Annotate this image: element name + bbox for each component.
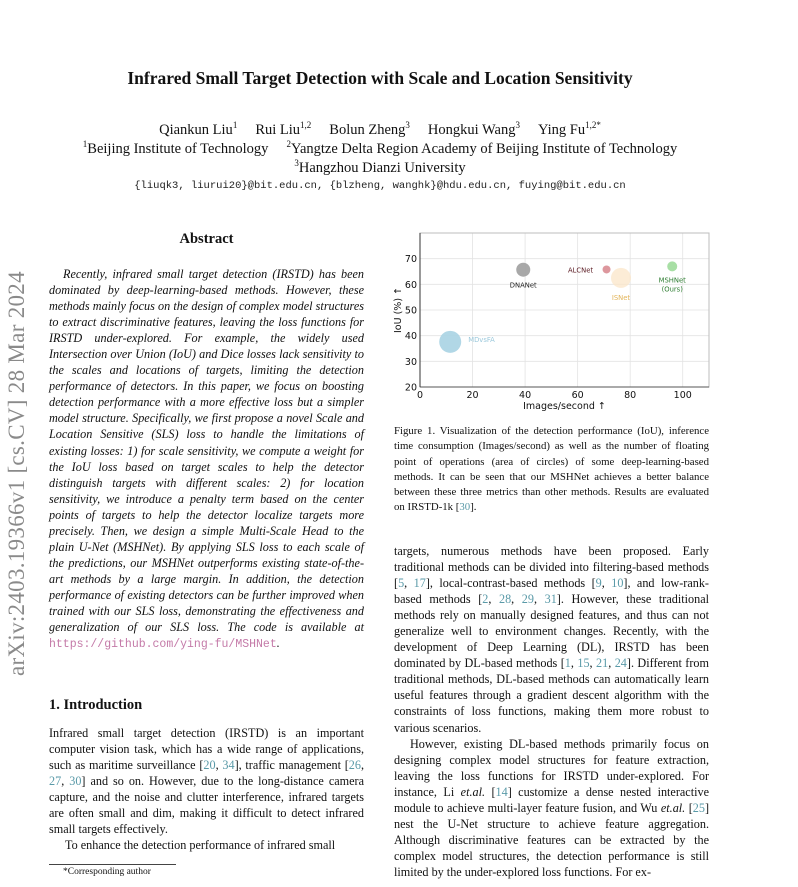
author-name: Ying $Fu^{1,2*}$ bbox=[537, 120, 601, 138]
italic-text: et.al. bbox=[660, 800, 686, 815]
y-tick-label: 40 bbox=[404, 331, 417, 343]
figure-1-bubble-chart bbox=[390, 228, 720, 418]
citation-link[interactable]: 26 bbox=[348, 758, 361, 773]
body-text: ]. Different from traditional methods, DL-based methods can automatically learn useful features through a gradient descent algorithm with the constraints of loss functions, making them more robust to various scenarios. bbox=[394, 656, 709, 735]
affiliations-line-1 bbox=[0, 139, 760, 158]
introduction-heading: 1. Introduction bbox=[49, 697, 143, 713]
y-tick-label: 60 bbox=[404, 279, 417, 291]
y-tick-label: 50 bbox=[404, 305, 417, 317]
bubble-label: DNANet bbox=[509, 281, 537, 290]
x-tick-label: 0 bbox=[416, 390, 424, 401]
right-column-body bbox=[394, 543, 709, 880]
body-text: , bbox=[589, 656, 597, 671]
body-text: , bbox=[404, 576, 414, 591]
citation-link[interactable]: 28 bbox=[498, 592, 512, 607]
footnote-divider bbox=[49, 864, 176, 865]
intro-text: Infrared small target detection (IRSTD) is an important computer vision task, which has a wide range of applications, such as maritime surveillance [ bbox=[49, 726, 364, 773]
bubble-dnanet bbox=[516, 263, 530, 277]
author-name: Hongkui Wang$^3$ bbox=[427, 120, 520, 138]
body-text: [ bbox=[485, 784, 496, 799]
citation-link[interactable]: 29 bbox=[521, 592, 534, 607]
bubble-alcnet bbox=[603, 265, 611, 273]
bubble-mdvsfa bbox=[439, 331, 461, 353]
body-text: , bbox=[511, 592, 522, 607]
author-name: Bolun Zheng$^3$ bbox=[329, 120, 410, 138]
introduction-body bbox=[49, 725, 364, 853]
citation-link[interactable]: 15 bbox=[577, 656, 590, 671]
caption-text: Figure 1. Visualization of the detection performance (IoU), inference time consumption (Images/second) as well as the number of floating point of operations (area of circles) of some deep-learning-based methods. It can be seen that our MSHNet achieves a better balance between these three metrics than other methods. Results are evaluated on IRSTD-1k [ bbox=[394, 425, 709, 514]
body-text: [ bbox=[685, 800, 693, 815]
body-text: ] nest the U-Net structure to achieve feature aggregation. Although discriminative features can be extracted by the complex model structures, the detection performance is still limited by the under-explored loss functions. For ex- bbox=[394, 800, 709, 879]
citation-link[interactable]: 27 bbox=[49, 774, 62, 789]
affiliation-sup: 1 bbox=[82, 139, 88, 149]
body-text: ] customize a dense nested interactive module to achieve multi-layer feature fusion, and Wu bbox=[394, 784, 709, 815]
citation-link[interactable]: 20 bbox=[203, 758, 216, 773]
affiliation-sup: 3 bbox=[294, 158, 299, 168]
body-text: ], and low-rank-based methods [ bbox=[394, 576, 709, 607]
bubble-label: ALCNet bbox=[567, 266, 594, 275]
citation-link[interactable]: 14 bbox=[495, 784, 508, 799]
affiliations-line-2 bbox=[0, 158, 760, 177]
footnote: *Corresponding author bbox=[63, 867, 151, 877]
bubble-isnet bbox=[611, 268, 631, 288]
x-axis-label: Images/second ↑ bbox=[523, 401, 606, 412]
y-tick-label: 70 bbox=[404, 254, 417, 266]
citation-link[interactable]: 30 bbox=[459, 501, 471, 514]
body-text: , bbox=[601, 576, 612, 591]
x-tick-label: 60 bbox=[571, 390, 584, 401]
intro-text: ], traffic management [ bbox=[234, 758, 349, 773]
bubble-label: ISNet bbox=[611, 293, 631, 302]
y-tick-label: 20 bbox=[404, 382, 417, 394]
y-tick-label: 30 bbox=[404, 356, 417, 368]
author-name: Rui Liu$^{1,2}$ bbox=[255, 120, 312, 138]
body-text: ], local-contrast-based methods [ bbox=[425, 576, 596, 591]
bubble-label: MDvsFA bbox=[468, 335, 495, 344]
body-text: , bbox=[608, 656, 615, 671]
citation-link[interactable]: 25 bbox=[692, 800, 705, 815]
affiliation-sup: 2 bbox=[286, 139, 291, 149]
abstract-end: . bbox=[276, 636, 280, 651]
x-tick-label: 20 bbox=[466, 390, 479, 401]
figure-caption bbox=[394, 424, 709, 516]
intro-text: , bbox=[61, 774, 70, 789]
citation-link[interactable]: 30 bbox=[69, 774, 82, 789]
citation-link[interactable]: 1 bbox=[564, 656, 571, 671]
bubble-mshnet bbox=[667, 261, 677, 271]
body-text: , bbox=[533, 592, 545, 607]
abstract-heading: Abstract bbox=[179, 231, 234, 247]
citation-link[interactable]: 9 bbox=[595, 576, 602, 591]
paper-title: Infrared Small Target Detection with Scale and Location Sensitivity bbox=[127, 68, 633, 88]
body-text: targets, numerous methods have been proposed. Early traditional methods can be divided into filtering-based methods [ bbox=[394, 544, 709, 591]
body-text: , bbox=[488, 592, 499, 607]
arxiv-stamp: arXiv:2403.19366v1 [cs.CV] 28 Mar 2024 bbox=[4, 271, 29, 676]
affiliation-name: Yangtze Delta Region Academy of Beijing Institute of Technology bbox=[290, 140, 678, 157]
citation-link[interactable]: 5 bbox=[398, 576, 405, 591]
citation-link[interactable]: 21 bbox=[596, 656, 609, 671]
x-tick-label: 40 bbox=[519, 390, 532, 401]
body-text: However, existing DL-based methods primarily focus on designing complex model structures for feature extraction, leaving the loss functions for IRSTD under-explored. For instance, Li bbox=[394, 736, 709, 799]
affiliation-name: Beijing Institute of Technology bbox=[87, 140, 269, 157]
citation-link[interactable]: 17 bbox=[413, 576, 426, 591]
citation-link[interactable]: 10 bbox=[611, 576, 624, 591]
intro-text: ] and so on. However, due to the long-distance camera capture, and the noise and clutter interference, infrared targets are often small and dim, making it difficult to detect infrared small targets effectively. bbox=[49, 774, 364, 837]
code-link[interactable]: https://github.com/ying-fu/MSHNet bbox=[49, 638, 277, 652]
citation-link[interactable]: 24 bbox=[614, 656, 627, 671]
author-list bbox=[0, 120, 760, 139]
x-tick-label: 100 bbox=[673, 390, 692, 401]
abstract-body bbox=[49, 266, 364, 653]
affiliation-name: Hangzhou Dianzi University bbox=[298, 159, 466, 176]
x-tick-label: 80 bbox=[624, 390, 637, 401]
author-emails: {liuqk3, liurui20}@bit.edu.cn, {blzheng, wanghk}@hdu.edu.cn, fuying@bit.edu.cn bbox=[134, 180, 626, 192]
abstract-text: Recently, infrared small target detection (IRSTD) has been dominated by deep-learning-based methods. However, these methods mainly focus on the design of complex model structures to extract discriminative features, leaving the loss functions for IRSTD under-explored. For example, the widely used Intersection over Union (IoU) and Dice losses lack sensitivity to the scales and locations of targets, limiting the detection performance of detectors. In this paper, we focus on boosting detection performance with a more effective loss but a simpler model structure. Specifically, we first propose a novel Scale and Location Sensitive (SLS) loss to handle the limitations of existing losses: 1) for scale sensitivity, we compute a weight for the IoU loss based on target scales to help the detector distinguish targets with different scales: 2) for location sensitivity, we introduce a penalty term based on the center points of targets to help the detector localize targets more precisely. Then, we design a simple Multi-Scale Head to the plain U-Net (MSHNet). By applying SLS loss to each scale of the predictions, our MSHNet outperforms existing state-of-the-art methods by a large margin. In addition, the detection performance of existing detectors can be further improved when trained with our SLS loss, demonstrating the effectiveness and generalization of our SLS loss. The code is available at bbox=[49, 267, 364, 635]
intro-text: , bbox=[360, 758, 364, 773]
paragraph bbox=[394, 543, 709, 736]
citation-link[interactable]: 31 bbox=[544, 592, 557, 607]
citation-link[interactable]: 34 bbox=[222, 758, 235, 773]
paragraph bbox=[394, 736, 709, 880]
intro-text: To enhance the detection performance of infrared small bbox=[65, 838, 336, 853]
citation-link[interactable]: 2 bbox=[482, 592, 489, 607]
author-name: Qiankun Liu$^1$ bbox=[159, 120, 238, 138]
body-text: , bbox=[570, 656, 578, 671]
bubble-label: MSHNet bbox=[658, 276, 686, 285]
intro-text: , bbox=[215, 758, 223, 773]
bubble-label: (Ours) bbox=[661, 285, 683, 294]
body-text: ]. However, these traditional methods rely on manually designed features, and thus can not generalize well to environment changes. Recently, with the development of Deep Learning (DL), IRSTD has been dominated by DL-based methods [ bbox=[394, 592, 709, 671]
y-axis-label: IoU (%) ↑ bbox=[393, 286, 404, 334]
caption-end: ]. bbox=[470, 501, 477, 514]
italic-text: et.al. bbox=[460, 784, 486, 799]
